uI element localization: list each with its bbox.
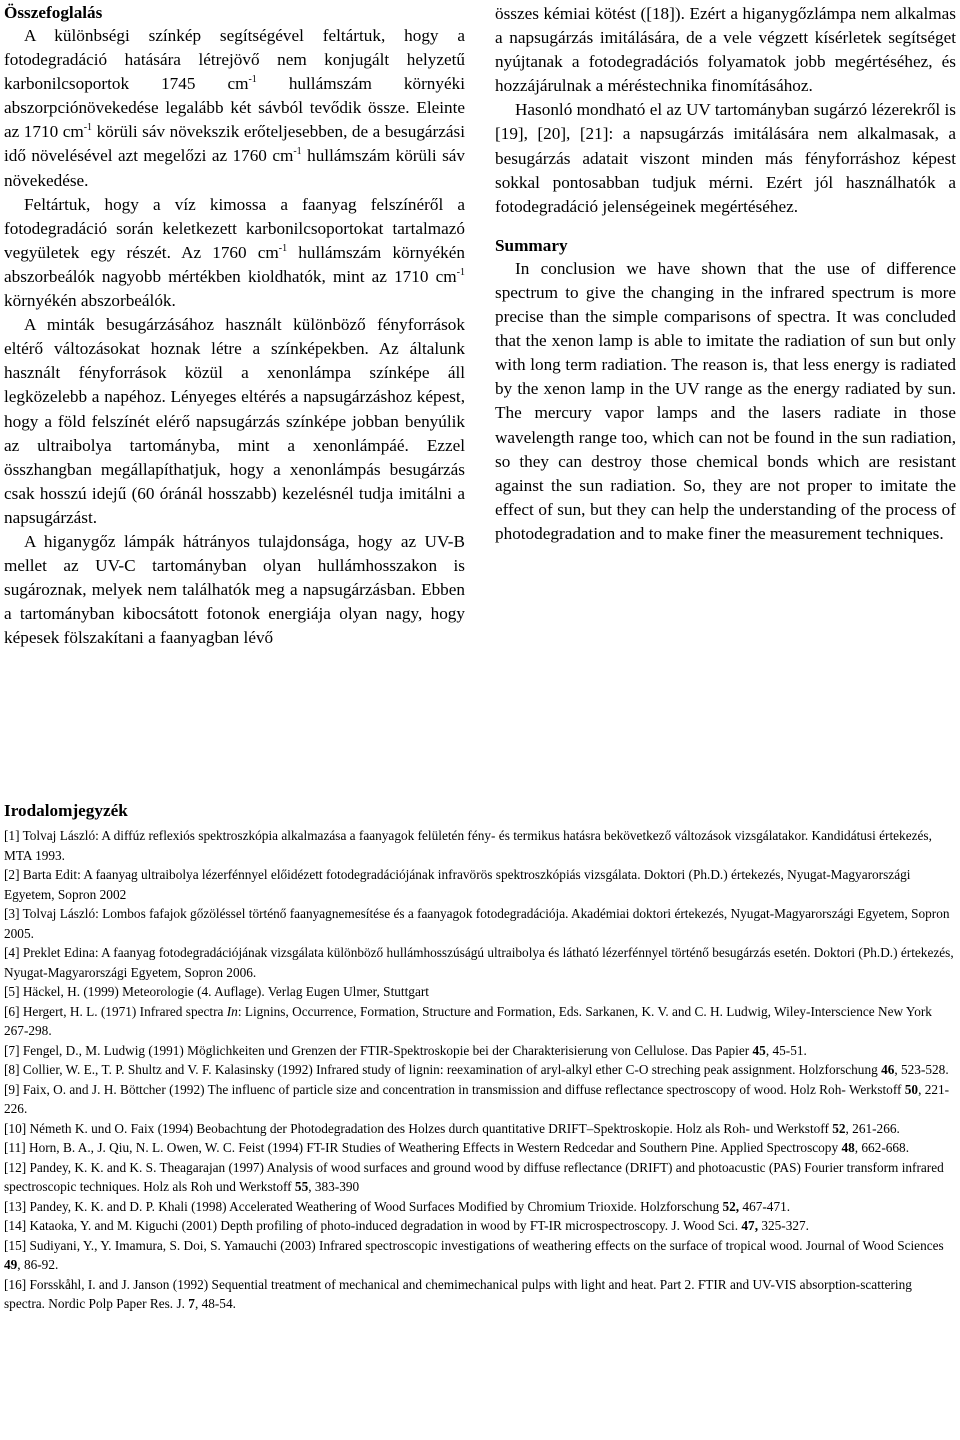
- paragraph: A minták besugárzásához használt különböző fényforrások eltérő változásokat hoznak létre a színképekben. Az általunk használt fényforrások közül a xenonlámpa színképe áll legközelebb a napéhoz. Lényeges eltérés a napsugárzáshoz képest, hogy a föld felszínét elérő napsugárzás színképe jobban benyúlik az ultraibolya tartományba, mint a xenonlámpáé. Ezzel összhangban megállapíthatjuk, hogy a xenonlámpás besugárzás csak hosszú idejű (60 óránál hosszabb) kezelésnél tudja imitálni a napsugárzást.: [4, 315, 465, 527]
- reference-item: [10] Németh K. und O. Faix (1994) Beobachtung der Photodegradation des Holzes durch quantitative DRIFT–Spektroskopie. Holz als Roh- und Werkstoff 52, 261-266.: [4, 1120, 900, 1136]
- references-section: [4, 800, 956, 1314]
- reference-item: [15] Sudiyani, Y., Y. Imamura, S. Doi, S. Yamauchi (2003) Infrared spectroscopic investigations of weathering effects on the surface of tropical wood. Journal of Wood Sciences 49, 86-92.: [4, 1237, 944, 1272]
- paragraph: Hasonló mondható el az UV tartományban sugárzó lézerekről is [19], [20], [21]: a napsugárzás imitálására nem alkalmasak, a besugárzás adatait viszont minden más fényforráshoz képest sokkal pontosabban tudjuk mérni. Ezért jól használhatók a fotodegradáció jelenségeinek megértéséhez.: [495, 100, 956, 216]
- reference-item: [8] Collier, W. E., T. P. Shultz and V. F. Kalasinsky (1992) Infrared study of lignin: reexamination of aryl-alkyl ether C-O streching peak assignment. Holzforschung 46, 523-528.: [4, 1062, 949, 1077]
- paragraph: In conclusion we have shown that the use of difference spectrum to give the changing in the infrared spectrum is more precise than the simple comparisons of spectra. It was concluded that the xenon lamp is able to imitate the radiation of sun but only with long term radiation. The reason is, that less energy is radiated by the xenon lamp in the UV range as the energy radiated by sun. The mercury vapor lamps and the lasers radiate in those wavelength range too, which can not be found in the sun radiation, so they can destroy those chemical bonds which are resistant against the sun radiation. So, they are not proper to imitate the effect of sun, but they can help the understanding of the process of photodegradation and to make finer the measurement techniques.: [495, 258, 956, 543]
- reference-item: [16] Forsskåhl, I. and J. Janson (1992) Sequential treatment of mechanical and chemimechanical pulps with light and heat. Part 2. FTIR and UV-VIS absorption-scattering spectra. Nordic Polp Paper Res. J. 7, 48-54.: [4, 1276, 912, 1311]
- right-column: [495, 2, 956, 546]
- reference-item: [6] Hergert, H. L. (1971) Infrared spectra In: Lignins, Occurrence, Formation, Structure and Formation, Eds. Sarkanen, K. V. and C. H. Ludwig, Wiley-Interscience New York 267-298.: [4, 1003, 932, 1038]
- reference-item: [13] Pandey, K. K. and D. P. Khali (1998) Accelerated Weathering of Wood Surfaces Modified by Chromium Trioxide. Holzforschung 52, 467-471.: [4, 1198, 791, 1214]
- reference-item: [2] Barta Edit: A faanyag ultraibolya lézerfénnyel előidézett fotodegradációjának infravörös spektroszkópiás vizsgálata. Doktori (Ph.D.) értekezés, Nyugat-Magyarországi Egyetem, Sopron 2002: [4, 867, 911, 902]
- left-column: [4, 2, 465, 650]
- paragraph: összes kémiai kötést ([18]). Ezért a higanygőzlámpa nem alkalmas a napsugárzás imitálására, de a vele végzett kísérletek segítséget nyújtanak a fotodegradációs folyamatok jobb megértéséhez, és hozzájárulnak a méréstechnika finomításához.: [495, 4, 956, 96]
- reference-item: [5] Häckel, H. (1999) Meteorologie (4. Auflage). Verlag Eugen Ulmer, Stuttgart: [4, 984, 429, 999]
- section-heading-summary: Summary: [495, 235, 568, 255]
- section-heading-osszefoglalas: Összefoglalás: [4, 3, 103, 22]
- paragraph: Feltártuk, hogy a víz kimossa a faanyag felszínéről a fotodegradáció során keletkezett karbonilcsoportokat tartalmazó vegyületek egy részét. Az 1760 $cm^{-1}$ hullámszám környékén abszorbeálók nagyobb mértékben kioldhatók, mint az 1710 $cm^{-1}$ környékén abszorbeálók.: [4, 194, 465, 311]
- references-heading: Irodalomjegyzék: [4, 801, 128, 820]
- reference-item: [4] Preklet Edina: A faanyag fotodegradációjának vizsgálata különböző hullámhosszúságú ultraibolya és látható lézerfénnyel történő besugárzás esetén. Doktori (Ph.D.) értekezés, Nyugat-Magyarországi Egyetem, Sopron 2006.: [4, 945, 954, 980]
- reference-item: [12] Pandey, K. K. and K. S. Theagarajan (1997) Analysis of wood surfaces and ground wood by diffuse reflectance (DRIFT) and photoacustic (PAS) Fourier transform infrared spectroscopic techniques. Holz als Roh und Werkstoff 55, 383-390: [4, 1159, 944, 1194]
- reference-item: [3] Tolvaj László: Lombos fafajok gőzöléssel történő faanyagnemesítése és a faanyagok fotodegradációja. Akadémiai doktori értekezés, Nyugat-Magyarországi Egyetem, Sopron 2005.: [4, 906, 950, 941]
- reference-item: [11] Horn, B. A., J. Qiu, N. L. Owen, W. C. Feist (1994) FT-IR Studies of Weathering Effects in Western Redcedar and Southern Pine. Applied Spectroscopy 48, 662-668.: [4, 1140, 910, 1155]
- reference-item: [1] Tolvaj László: A diffúz reflexiós spektroszkópia alkalmazása a faanyagok felületén fény- és termikus hatásra bekövetkező változások vizsgálatakor. Kandidátusi értekezés, MTA 1993.: [4, 828, 932, 863]
- paragraph: A különbségi színkép segítségével feltártuk, hogy a fotodegradáció hatására létrejövő nem konjugált helyzetű karbonilcsoportok 1745 $cm^{-1}$ hullámszám környéki abszorpciónövekedése legalább két sávból tevődik össze. Eleinte az 1710 $cm^{-1}$ körüli sáv növekszik erőteljesebben, de a besugárzási idő növelésével azt megelőzi az 1760 $cm^{-1}$ hullámszám körüli sáv növekedése.: [4, 26, 465, 190]
- reference-item: [14] Kataoka, Y. and M. Kiguchi (2001) Depth profiling of photo-induced degradation in wood by FT-IR microspectroscopy. J. Wood Sci. 47, 325-327.: [4, 1218, 809, 1233]
- reference-item: [9] Faix, O. and J. H. Böttcher (1992) The influenc of particle size and concentration in transmission and diffuse reflectance spectroscopy of wood. Holz Roh- Werkstoff 50, 221-226.: [4, 1081, 950, 1116]
- paragraph: A higanygőz lámpák hátrányos tulajdonsága, hogy az UV-B mellet az UV-C tartományban olyan hullámhosszakon is sugároznak, melyek nem találhatók meg a napsugárzásban. Ebben a tartományban kibocsátott fotonok energiája olyan nagy, hogy képesek fölszakítani a faanyagban lévő: [4, 531, 465, 648]
- reference-item: [7] Fengel, D., M. Ludwig (1991) Möglichkeiten und Grenzen der FTIR-Spektroskopie bei der Charakterisierung von Cellulose. Das Papier 45, 45-51.: [4, 1042, 807, 1058]
